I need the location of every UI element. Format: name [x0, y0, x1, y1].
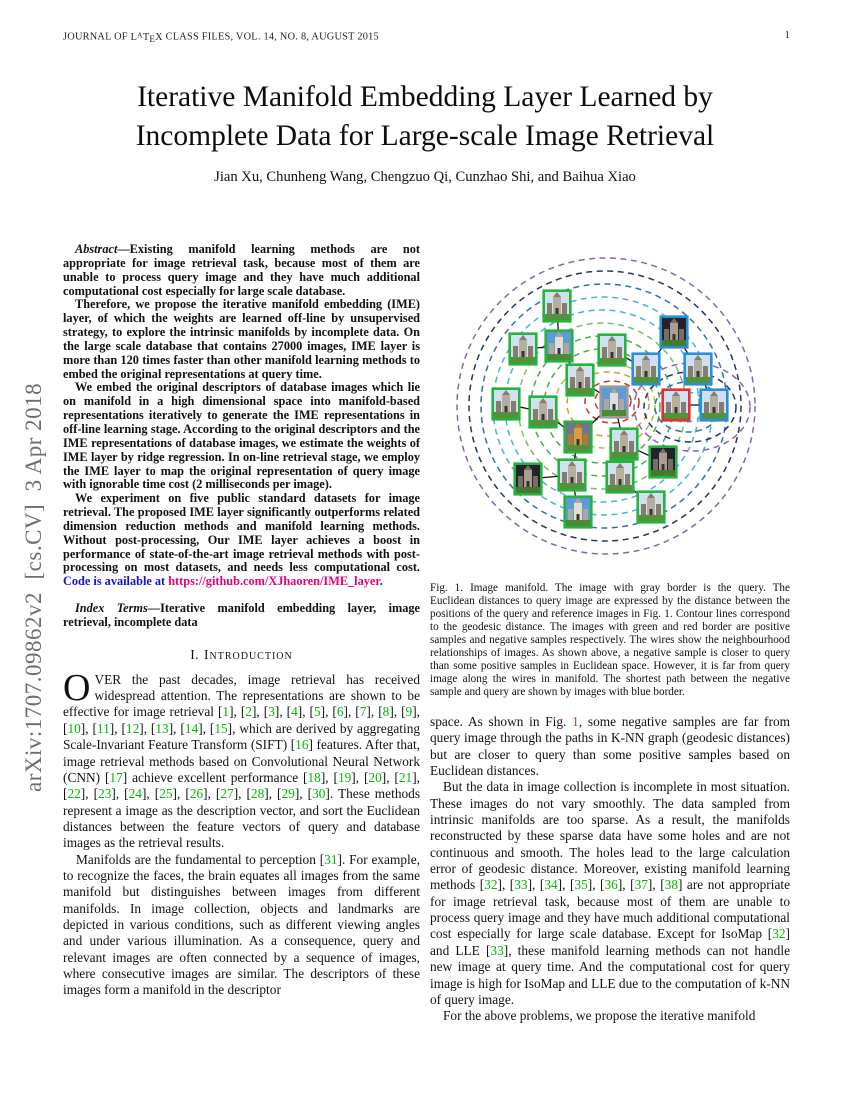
- positive-sample-thumbnail: [650, 447, 677, 478]
- citation-link[interactable]: 32: [772, 926, 786, 942]
- citation-link[interactable]: 12: [125, 720, 140, 736]
- positive-sample-thumbnail: [510, 334, 537, 365]
- positive-sample-thumbnail: [515, 464, 542, 495]
- citation-link[interactable]: 20: [368, 769, 382, 785]
- figure-caption-text: Image manifold. The image with gray border is the query. The Euclidean distances to query image are expressed by the distance between the positions of the query and reference images in Fig. 1. Contour lines correspond to the geodesic distance. The images with green and red border are positive samples and negative samples respectively. The wires show the neighbourhood relationships of images. As shown above, a negative sample is closer to query than some positive samples in Euclidean space. However, it is far from query image along the wires in manifold. The shortest path between the negative sample and query are shown by images with blue border.: [430, 582, 790, 698]
- citation-link[interactable]: 22: [67, 786, 81, 802]
- citation-link[interactable]: 10: [67, 720, 81, 736]
- paper-title: [0, 78, 850, 155]
- citation-link[interactable]: 33: [490, 942, 504, 958]
- path-sample-thumbnail: [685, 354, 712, 385]
- abstract-paragraph-1: Abstract—Existing manifold learning methods are not appropriate for image retrieval task, because most of them are unable to process query image and they have much additional computational cost especially for large scale database.: [63, 242, 420, 298]
- citation-link[interactable]: 15: [214, 720, 228, 736]
- citation-link[interactable]: 37: [634, 877, 648, 893]
- path-sample-thumbnail: [701, 390, 728, 421]
- intro-paragraph-2: Manifolds are the fundamental to perception [31]. For example, to recognize the faces, the brain equates all images from the same manifold but distinguishes between images from different manifolds. In image collection, objects and landmarks are depicted in various conditions, such as different viewing angles and under various illumination. As a consequence, query and relevant images are often connected by a sequence of images, where consecutive images are similar. The descriptors of these images form a manifold in the descriptor: [63, 851, 420, 998]
- figure-caption-label: Fig. 1.: [430, 582, 464, 594]
- citation-link[interactable]: 28: [250, 786, 265, 802]
- positive-sample-thumbnail: [530, 397, 557, 428]
- citation-link[interactable]: 7: [359, 704, 367, 720]
- citation-link[interactable]: 24: [128, 786, 142, 802]
- paper-title-line2: Incomplete Data for Large-scale Image Retrieval: [135, 119, 715, 152]
- citation-link[interactable]: 30: [312, 786, 326, 802]
- body-paragraph-problems: For the above problems, we propose the iterative manifold: [443, 1008, 756, 1024]
- citation-link[interactable]: 3: [268, 704, 275, 720]
- positive-sample-thumbnail: [565, 497, 592, 528]
- index-terms: Index Terms—Iterative manifold embedding layer, image retrieval, incomplete data: [63, 601, 421, 629]
- abstract-label: Abstract: [75, 242, 118, 256]
- code-availability-text: .: [379, 574, 383, 589]
- citation-link[interactable]: 26: [189, 786, 204, 802]
- index-terms-label: Index Terms: [75, 601, 148, 616]
- positive-sample-thumbnail: [567, 365, 594, 396]
- section-title: Introduction: [203, 646, 293, 662]
- code-availability-text: Code is available at: [63, 574, 169, 589]
- citation-link[interactable]: 2: [245, 704, 252, 720]
- intro-paragraph-1: OVER the past decades, image retrieval has received widespread attention. The representations are shown to be effective for image retrieval [1], [2], [3], [4], [5], [6], [7], [8], [9], [10], [11], [12], [13], [14], [15], which are derived by aggregating Scale-Invariant Feature Transform (SIFT) [16] features. After that, image retrieval methods based on Convolutional Neural Network (CNN) [17] achieve excellent performance [18], [19], [20], [21], [22], [23], [24], [25], [26], [27], [28], [29], [30]. These methods represent a image as the description vector, and sort the Euclidean distances between the feature vectors of query and database images as the retrieval results.: [63, 666, 421, 851]
- positive-sample-thumbnail: [559, 460, 586, 491]
- positive-sample-thumbnail: [638, 492, 665, 523]
- citation-link[interactable]: 21: [398, 769, 413, 785]
- drop-cap: O: [63, 666, 91, 709]
- positive-sample-thumbnail: [611, 429, 638, 460]
- code-repository-link[interactable]: https://github.com/XJhaoren/IME_layer: [168, 574, 380, 589]
- citation-link[interactable]: 14: [184, 720, 199, 736]
- citation-link[interactable]: 17: [109, 769, 123, 785]
- section-number: I.: [190, 646, 199, 662]
- citation-link[interactable]: 1: [222, 704, 230, 720]
- query-image-thumbnail: [601, 387, 628, 418]
- citation-link[interactable]: 8: [382, 704, 390, 720]
- left-column: [63, 243, 420, 999]
- citation-link[interactable]: 36: [604, 877, 618, 893]
- citation-link[interactable]: 18: [307, 769, 321, 785]
- author-list: Jian Xu, Chunheng Wang, Chengzuo Qi, Cunzhao Shi, and Baihua Xiao: [214, 169, 636, 185]
- body-paragraph-incomplete-data: But the data in image collection is incomplete in most situation. These images do not vary smoothly. The data sampled from intrinsic manifolds are too sparse. As a result, the manifolds reconstructed by these sparse data have some holes and are not continuous and smooth. The holes lead to the large calculation error of geodesic distance. Moreover, existing manifold learning methods [32], [33], [34], [35], [36], [37], [38] are not appropriate for image retrieval task, because most of them are unable to process query image and they have much additional computational cost especially for large scale database. Except for IsoMap [32] and LLE [33], these manifold learning methods can not handle new image at query time. And the computational cost for query image is high for IsoMap and LLE due to the computation of k-NN of query image.: [430, 779, 791, 1007]
- figure-ref-link[interactable]: 1: [572, 714, 579, 729]
- path-sample-thumbnail: [633, 354, 660, 385]
- citation-link[interactable]: 25: [159, 786, 173, 802]
- citation-link[interactable]: 16: [295, 737, 309, 753]
- positive-sample-thumbnail: [493, 389, 520, 420]
- right-column: [430, 238, 790, 1025]
- negative-sample-thumbnail: [663, 390, 690, 421]
- paper-title-line1: Iterative Manifold Embedding Layer Learned by: [137, 81, 713, 113]
- arxiv-watermark: arXiv:1707.09862v2 [cs.CV] 3 Apr 2018: [21, 382, 46, 792]
- journal-header: JOURNAL OF $L^ATEX$ CLASS FILES, VOL. 14, NO. 8, AUGUST 2015: [63, 30, 379, 44]
- abstract-paragraph-4: We experiment on five public standard datasets for image retrieval. The proposed IME layer significantly outperforms related dimension reduction methods and manifold learning methods. Without post-processing, Our IME layer achieves a boost in performance of state-of-the-art image retrieval methods with post-processing on most datasets, and needs less computational cost. Code is available at https://github.com/XJhaoren/IME_layer.: [63, 491, 420, 589]
- manifold-figure-svg: [430, 238, 790, 570]
- citation-link[interactable]: 29: [281, 786, 295, 802]
- citation-link[interactable]: 5: [313, 704, 321, 720]
- citation-link[interactable]: 11: [96, 720, 110, 736]
- citation-link[interactable]: 27: [220, 786, 234, 802]
- abstract-paragraph-2: Therefore, we propose the iterative manifold embedding (IME) layer, of which the weights are learned off-line by unsupervised strategy, to explore the intrinsic manifolds by incomplete data. On the large scale database that contains 27000 images, IME layer is more than 120 times faster than other manifold learning methods to embed the original representations at query time.: [63, 297, 420, 381]
- citation-link[interactable]: 32: [484, 877, 498, 893]
- positive-sample-thumbnail: [565, 422, 592, 453]
- abstract-paragraph-3: We embed the original descriptors of database images which lie on manifold in a high dimensional space into manifold-based representations iteratively to generate the IME representations in off-line learning stage. According to the original descriptors and the IME representations of database images, we estimate the weights of IME layer by ridge regression. In on-line retrieval stage, we employ the IME layer to map the original representation of query image with ignorable time cost (2 milliseconds per image).: [63, 380, 420, 492]
- citation-link[interactable]: 4: [291, 704, 298, 720]
- abstract: [63, 243, 420, 630]
- citation-link[interactable]: 6: [336, 704, 344, 720]
- citation-link[interactable]: 33: [514, 877, 528, 893]
- citation-link[interactable]: 9: [405, 704, 413, 720]
- citation-link[interactable]: 35: [574, 877, 588, 893]
- citation-link[interactable]: 38: [664, 877, 678, 893]
- citation-link[interactable]: 19: [337, 769, 352, 785]
- citation-link[interactable]: 23: [98, 786, 112, 802]
- citation-link[interactable]: 31: [324, 851, 338, 867]
- page-header: [63, 30, 790, 44]
- positive-sample-thumbnail: [599, 335, 626, 366]
- body-paragraph-space: space. As shown in Fig. 1, some negative samples are far from query image through the paths in K-NN graph (geodesic distances) but are closer to query than some positive samples based on Euclidean distances.: [430, 714, 790, 779]
- latex-logo: $L^ATEX$: [130, 30, 163, 44]
- positive-sample-thumbnail: [607, 462, 634, 493]
- positive-sample-thumbnail: [546, 331, 573, 362]
- citation-link[interactable]: 13: [155, 720, 169, 736]
- figure-caption: [430, 582, 790, 699]
- page-number: 1: [784, 30, 790, 41]
- positive-sample-thumbnail: [544, 291, 571, 322]
- path-sample-thumbnail: [661, 317, 688, 348]
- section-heading-introduction: [63, 647, 420, 663]
- citation-link[interactable]: 34: [544, 877, 558, 893]
- right-column-body: [430, 714, 790, 1025]
